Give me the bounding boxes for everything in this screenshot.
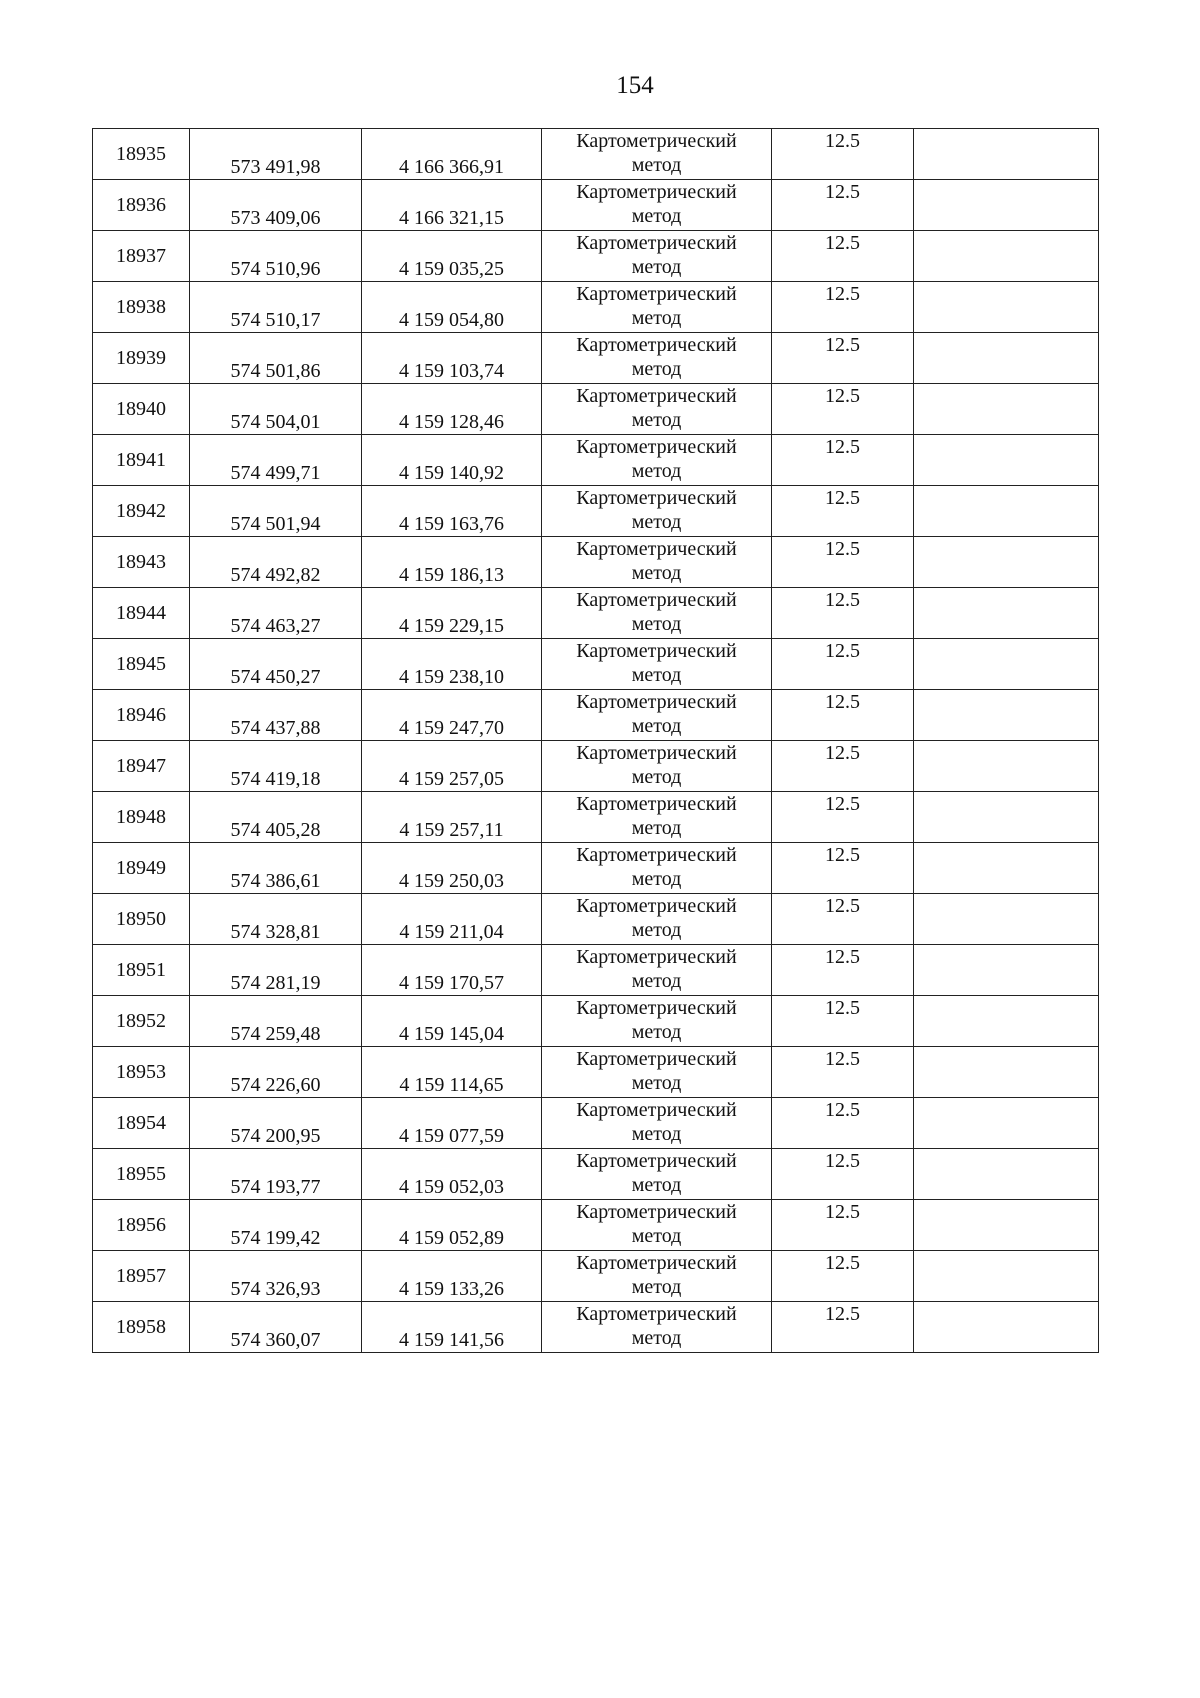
- x-coordinate-cell: 574 326,93: [190, 1251, 362, 1302]
- y-coordinate-cell: 4 159 054,80: [362, 282, 542, 333]
- method-line-1: Картометрический: [576, 181, 737, 203]
- table-row: [93, 1251, 1099, 1302]
- extra-cell: [914, 1200, 1099, 1251]
- table-row: [93, 1149, 1099, 1200]
- method-cell: [542, 690, 772, 741]
- x-coordinate-cell: 574 501,86: [190, 333, 362, 384]
- extra-cell: [914, 588, 1099, 639]
- extra-cell: [914, 690, 1099, 741]
- method-line-2: метод: [631, 1123, 682, 1145]
- y-coordinate-cell: 4 159 128,46: [362, 384, 542, 435]
- method-cell: [542, 435, 772, 486]
- extra-cell: [914, 180, 1099, 231]
- method-line-2: метод: [631, 256, 682, 278]
- accuracy-cell: 12.5: [772, 741, 914, 792]
- y-coordinate-cell: 4 159 133,26: [362, 1251, 542, 1302]
- y-coordinate-cell: 4 159 238,10: [362, 639, 542, 690]
- point-id-cell: 18953: [93, 1047, 190, 1098]
- point-id-cell: 18944: [93, 588, 190, 639]
- accuracy-cell: 12.5: [772, 333, 914, 384]
- method-cell: [542, 1251, 772, 1302]
- method-cell: [542, 894, 772, 945]
- y-coordinate-cell: 4 159 229,15: [362, 588, 542, 639]
- method-line-1: Картометрический: [576, 385, 737, 407]
- method-line-2: метод: [631, 562, 682, 584]
- y-coordinate-cell: 4 159 114,65: [362, 1047, 542, 1098]
- x-coordinate-cell: 574 259,48: [190, 996, 362, 1047]
- x-coordinate-cell: 574 499,71: [190, 435, 362, 486]
- point-id-cell: 18948: [93, 792, 190, 843]
- method-cell: [542, 1302, 772, 1353]
- method-line-2: метод: [631, 1327, 682, 1349]
- method-cell: [542, 741, 772, 792]
- accuracy-cell: 12.5: [772, 792, 914, 843]
- y-coordinate-cell: 4 159 170,57: [362, 945, 542, 996]
- method-line-1: Картометрический: [576, 1099, 737, 1121]
- extra-cell: [914, 384, 1099, 435]
- point-id-cell: 18941: [93, 435, 190, 486]
- method-cell: [542, 537, 772, 588]
- method-line-2: метод: [631, 154, 682, 176]
- y-coordinate-cell: 4 159 211,04: [362, 894, 542, 945]
- accuracy-cell: 12.5: [772, 945, 914, 996]
- method-line-1: Картометрический: [576, 946, 737, 968]
- table-row: [93, 180, 1099, 231]
- point-id-cell: 18938: [93, 282, 190, 333]
- point-id-cell: 18958: [93, 1302, 190, 1353]
- table-row: [93, 282, 1099, 333]
- method-cell: [542, 282, 772, 333]
- y-coordinate-cell: 4 159 257,05: [362, 741, 542, 792]
- method-cell: [542, 333, 772, 384]
- coordinates-table-body: [93, 129, 1099, 1353]
- y-coordinate-cell: 4 159 052,89: [362, 1200, 542, 1251]
- method-cell: [542, 129, 772, 180]
- method-line-2: метод: [631, 613, 682, 635]
- table-row: [93, 384, 1099, 435]
- point-id-cell: 18942: [93, 486, 190, 537]
- table-row: [93, 231, 1099, 282]
- method-line-2: метод: [631, 970, 682, 992]
- table-row: [93, 741, 1099, 792]
- accuracy-cell: 12.5: [772, 1251, 914, 1302]
- method-cell: [542, 1098, 772, 1149]
- page-number: 154: [616, 72, 654, 99]
- method-line-1: Картометрический: [576, 640, 737, 662]
- table-row: [93, 588, 1099, 639]
- table-row: [93, 843, 1099, 894]
- x-coordinate-cell: 574 405,28: [190, 792, 362, 843]
- accuracy-cell: 12.5: [772, 894, 914, 945]
- x-coordinate-cell: 574 328,81: [190, 894, 362, 945]
- extra-cell: [914, 333, 1099, 384]
- method-line-1: Картометрический: [576, 487, 737, 509]
- table-row: [93, 639, 1099, 690]
- extra-cell: [914, 486, 1099, 537]
- method-line-2: метод: [631, 868, 682, 890]
- y-coordinate-cell: 4 159 186,13: [362, 537, 542, 588]
- extra-cell: [914, 843, 1099, 894]
- extra-cell: [914, 129, 1099, 180]
- method-line-1: Картометрический: [576, 130, 737, 152]
- method-cell: [542, 945, 772, 996]
- accuracy-cell: 12.5: [772, 639, 914, 690]
- method-line-1: Картометрический: [576, 691, 737, 713]
- method-line-1: Картометрический: [576, 1252, 737, 1274]
- method-line-2: метод: [631, 358, 682, 380]
- point-id-cell: 18937: [93, 231, 190, 282]
- x-coordinate-cell: 573 409,06: [190, 180, 362, 231]
- extra-cell: [914, 1149, 1099, 1200]
- extra-cell: [914, 639, 1099, 690]
- y-coordinate-cell: 4 159 247,70: [362, 690, 542, 741]
- method-line-1: Картометрический: [576, 895, 737, 917]
- method-line-1: Картометрический: [576, 742, 737, 764]
- accuracy-cell: 12.5: [772, 588, 914, 639]
- method-cell: [542, 384, 772, 435]
- x-coordinate-cell: 574 504,01: [190, 384, 362, 435]
- table-row: [93, 996, 1099, 1047]
- extra-cell: [914, 435, 1099, 486]
- point-id-cell: 18940: [93, 384, 190, 435]
- y-coordinate-cell: 4 159 257,11: [362, 792, 542, 843]
- method-line-2: метод: [631, 409, 682, 431]
- method-line-2: метод: [631, 205, 682, 227]
- method-line-2: метод: [631, 1225, 682, 1247]
- table-row: [93, 1098, 1099, 1149]
- table-row: [93, 945, 1099, 996]
- y-coordinate-cell: 4 159 250,03: [362, 843, 542, 894]
- point-id-cell: 18957: [93, 1251, 190, 1302]
- extra-cell: [914, 231, 1099, 282]
- accuracy-cell: 12.5: [772, 435, 914, 486]
- extra-cell: [914, 945, 1099, 996]
- accuracy-cell: 12.5: [772, 996, 914, 1047]
- extra-cell: [914, 1302, 1099, 1353]
- accuracy-cell: 12.5: [772, 231, 914, 282]
- x-coordinate-cell: 574 510,17: [190, 282, 362, 333]
- method-line-2: метод: [631, 664, 682, 686]
- point-id-cell: 18945: [93, 639, 190, 690]
- point-id-cell: 18949: [93, 843, 190, 894]
- method-line-1: Картометрический: [576, 793, 737, 815]
- extra-cell: [914, 1047, 1099, 1098]
- method-line-1: Картометрический: [576, 1150, 737, 1172]
- accuracy-cell: 12.5: [772, 1200, 914, 1251]
- method-line-2: метод: [631, 460, 682, 482]
- accuracy-cell: 12.5: [772, 384, 914, 435]
- method-cell: [542, 1047, 772, 1098]
- method-cell: [542, 1200, 772, 1251]
- x-coordinate-cell: 574 437,88: [190, 690, 362, 741]
- y-coordinate-cell: 4 159 140,92: [362, 435, 542, 486]
- accuracy-cell: 12.5: [772, 1098, 914, 1149]
- x-coordinate-cell: 574 199,42: [190, 1200, 362, 1251]
- x-coordinate-cell: 574 450,27: [190, 639, 362, 690]
- point-id-cell: 18951: [93, 945, 190, 996]
- y-coordinate-cell: 4 159 077,59: [362, 1098, 542, 1149]
- table-row: [93, 537, 1099, 588]
- table-row: [93, 792, 1099, 843]
- extra-cell: [914, 1251, 1099, 1302]
- point-id-cell: 18954: [93, 1098, 190, 1149]
- y-coordinate-cell: 4 159 035,25: [362, 231, 542, 282]
- extra-cell: [914, 537, 1099, 588]
- method-line-2: метод: [631, 766, 682, 788]
- method-line-2: метод: [631, 1021, 682, 1043]
- extra-cell: [914, 741, 1099, 792]
- method-line-1: Картометрический: [576, 436, 737, 458]
- x-coordinate-cell: 574 492,82: [190, 537, 362, 588]
- method-line-2: метод: [631, 307, 682, 329]
- x-coordinate-cell: 574 360,07: [190, 1302, 362, 1353]
- x-coordinate-cell: 574 463,27: [190, 588, 362, 639]
- method-line-1: Картометрический: [576, 538, 737, 560]
- x-coordinate-cell: 574 419,18: [190, 741, 362, 792]
- accuracy-cell: 12.5: [772, 843, 914, 894]
- y-coordinate-cell: 4 166 321,15: [362, 180, 542, 231]
- accuracy-cell: 12.5: [772, 1302, 914, 1353]
- accuracy-cell: 12.5: [772, 129, 914, 180]
- extra-cell: [914, 1098, 1099, 1149]
- extra-cell: [914, 282, 1099, 333]
- table-row: [93, 486, 1099, 537]
- point-id-cell: 18952: [93, 996, 190, 1047]
- x-coordinate-cell: 574 226,60: [190, 1047, 362, 1098]
- method-cell: [542, 486, 772, 537]
- point-id-cell: 18955: [93, 1149, 190, 1200]
- accuracy-cell: 12.5: [772, 690, 914, 741]
- method-line-1: Картометрический: [576, 334, 737, 356]
- method-cell: [542, 1149, 772, 1200]
- method-cell: [542, 180, 772, 231]
- accuracy-cell: 12.5: [772, 537, 914, 588]
- table-row: [93, 690, 1099, 741]
- y-coordinate-cell: 4 159 163,76: [362, 486, 542, 537]
- method-line-2: метод: [631, 919, 682, 941]
- method-line-1: Картометрический: [576, 1201, 737, 1223]
- table-row: [93, 435, 1099, 486]
- table-row: [93, 129, 1099, 180]
- y-coordinate-cell: 4 159 103,74: [362, 333, 542, 384]
- method-cell: [542, 639, 772, 690]
- x-coordinate-cell: 573 491,98: [190, 129, 362, 180]
- method-line-2: метод: [631, 511, 682, 533]
- method-line-1: Картометрический: [576, 844, 737, 866]
- y-coordinate-cell: 4 159 141,56: [362, 1302, 542, 1353]
- y-coordinate-cell: 4 159 052,03: [362, 1149, 542, 1200]
- method-line-2: метод: [631, 1174, 682, 1196]
- method-line-1: Картометрический: [576, 589, 737, 611]
- x-coordinate-cell: 574 281,19: [190, 945, 362, 996]
- extra-cell: [914, 996, 1099, 1047]
- accuracy-cell: 12.5: [772, 180, 914, 231]
- accuracy-cell: 12.5: [772, 282, 914, 333]
- accuracy-cell: 12.5: [772, 486, 914, 537]
- x-coordinate-cell: 574 501,94: [190, 486, 362, 537]
- method-cell: [542, 843, 772, 894]
- method-line-1: Картометрический: [576, 232, 737, 254]
- method-cell: [542, 231, 772, 282]
- accuracy-cell: 12.5: [772, 1047, 914, 1098]
- accuracy-cell: 12.5: [772, 1149, 914, 1200]
- point-id-cell: 18946: [93, 690, 190, 741]
- method-cell: [542, 588, 772, 639]
- y-coordinate-cell: 4 166 366,91: [362, 129, 542, 180]
- point-id-cell: 18950: [93, 894, 190, 945]
- table-row: [93, 1302, 1099, 1353]
- method-line-2: метод: [631, 1276, 682, 1298]
- point-id-cell: 18936: [93, 180, 190, 231]
- point-id-cell: 18956: [93, 1200, 190, 1251]
- method-line-2: метод: [631, 1072, 682, 1094]
- extra-cell: [914, 792, 1099, 843]
- table-row: [93, 1200, 1099, 1251]
- point-id-cell: 18935: [93, 129, 190, 180]
- table-row: [93, 333, 1099, 384]
- point-id-cell: 18947: [93, 741, 190, 792]
- method-line-1: Картометрический: [576, 997, 737, 1019]
- table-row: [93, 1047, 1099, 1098]
- method-line-1: Картометрический: [576, 1303, 737, 1325]
- method-line-1: Картометрический: [576, 1048, 737, 1070]
- method-cell: [542, 996, 772, 1047]
- point-id-cell: 18939: [93, 333, 190, 384]
- x-coordinate-cell: 574 510,96: [190, 231, 362, 282]
- point-id-cell: 18943: [93, 537, 190, 588]
- method-line-2: метод: [631, 715, 682, 737]
- x-coordinate-cell: 574 200,95: [190, 1098, 362, 1149]
- x-coordinate-cell: 574 193,77: [190, 1149, 362, 1200]
- y-coordinate-cell: 4 159 145,04: [362, 996, 542, 1047]
- method-line-1: Картометрический: [576, 283, 737, 305]
- method-cell: [542, 792, 772, 843]
- coordinates-table: [92, 128, 1099, 1353]
- table-row: [93, 894, 1099, 945]
- extra-cell: [914, 894, 1099, 945]
- method-line-2: метод: [631, 817, 682, 839]
- x-coordinate-cell: 574 386,61: [190, 843, 362, 894]
